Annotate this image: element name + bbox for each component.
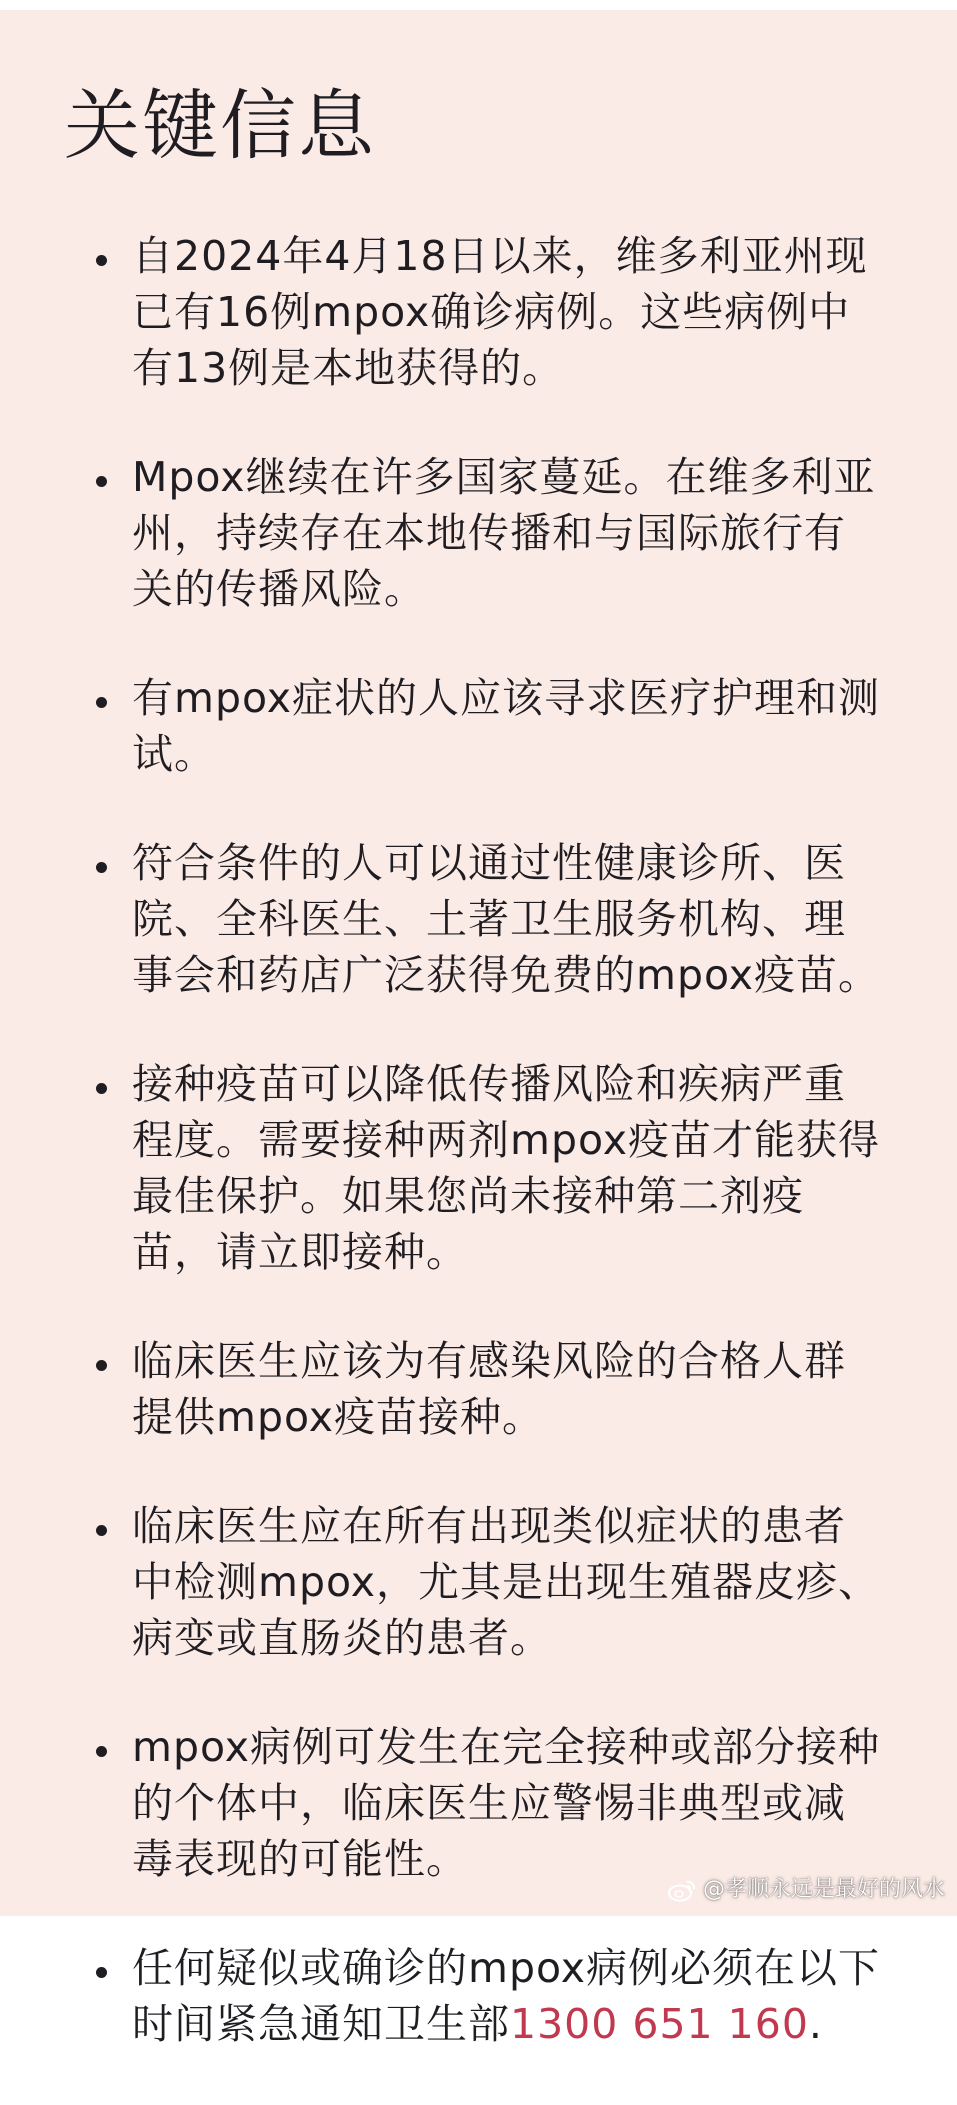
list-item [0, 1940, 957, 2052]
page-title: 关键信息 [64, 81, 376, 170]
list-item-text [132, 1940, 882, 2052]
list-item [0, 670, 957, 782]
list-item [0, 1719, 957, 1887]
notification-text: 任何疑似或确诊的mpox病例必须在以下时间紧急通知卫生部 [132, 1944, 881, 2048]
bullet-icon [96, 1083, 107, 1094]
key-info-list [0, 228, 957, 2105]
bullet-icon [96, 1360, 107, 1371]
weibo-watermark [667, 1876, 945, 1904]
bullet-icon [96, 476, 107, 487]
list-item-text: 临床医生应该为有感染风险的合格人群提供mpox疫苗接种。 [132, 1337, 846, 1441]
notification-suffix: . [808, 2000, 823, 2048]
list-item-text: 临床医生应在所有出现类似症状的患者中检测mpox，尤其是出现生殖器皮疹、病变或直肠炎的患者。 [132, 1502, 881, 1662]
list-item-text: 符合条件的人可以通过性健康诊所、医院、全科医生、土著卫生服务机构、理事会和药店广泛获得免费的mpox疫苗。 [132, 839, 881, 999]
bullet-icon [96, 1746, 107, 1757]
phone-number-link[interactable]: 1300 651 160 [510, 2000, 809, 2048]
list-item [0, 1498, 957, 1666]
list-item [0, 835, 957, 1003]
key-info-card [0, 10, 957, 2048]
list-item-text: 接种疫苗可以降低传播风险和疾病严重程度。需要接种两剂mpox疫苗才能获得最佳保护。如果您尚未接种第二剂疫苗，请立即接种。 [132, 1060, 881, 1276]
list-item [0, 1056, 957, 1280]
list-item-text: mpox病例可发生在完全接种或部分接种的个体中，临床医生应警惕非典型或减毒表现的可能性。 [132, 1723, 881, 1883]
weibo-icon [667, 1878, 697, 1902]
bullet-icon [96, 1525, 107, 1536]
list-item-text: 有mpox症状的人应该寻求医疗护理和测试。 [132, 674, 881, 778]
bullet-icon [96, 697, 107, 708]
list-item-text: Mpox继续在许多国家蔓延。在维多利亚州，持续存在本地传播和与国际旅行有关的传播风险。 [132, 453, 876, 613]
bullet-icon [96, 255, 107, 266]
watermark-text: @孝顺永远是最好的风水 [702, 1877, 945, 1902]
list-item [0, 228, 957, 396]
list-item [0, 1333, 957, 1445]
list-item-text: 自2024年4月18日以来，维多利亚州现已有16例mpox确诊病例。这些病例中有13例是本地获得的。 [132, 232, 868, 392]
bullet-icon [96, 1967, 107, 1978]
bullet-icon [96, 862, 107, 873]
list-item [0, 449, 957, 617]
